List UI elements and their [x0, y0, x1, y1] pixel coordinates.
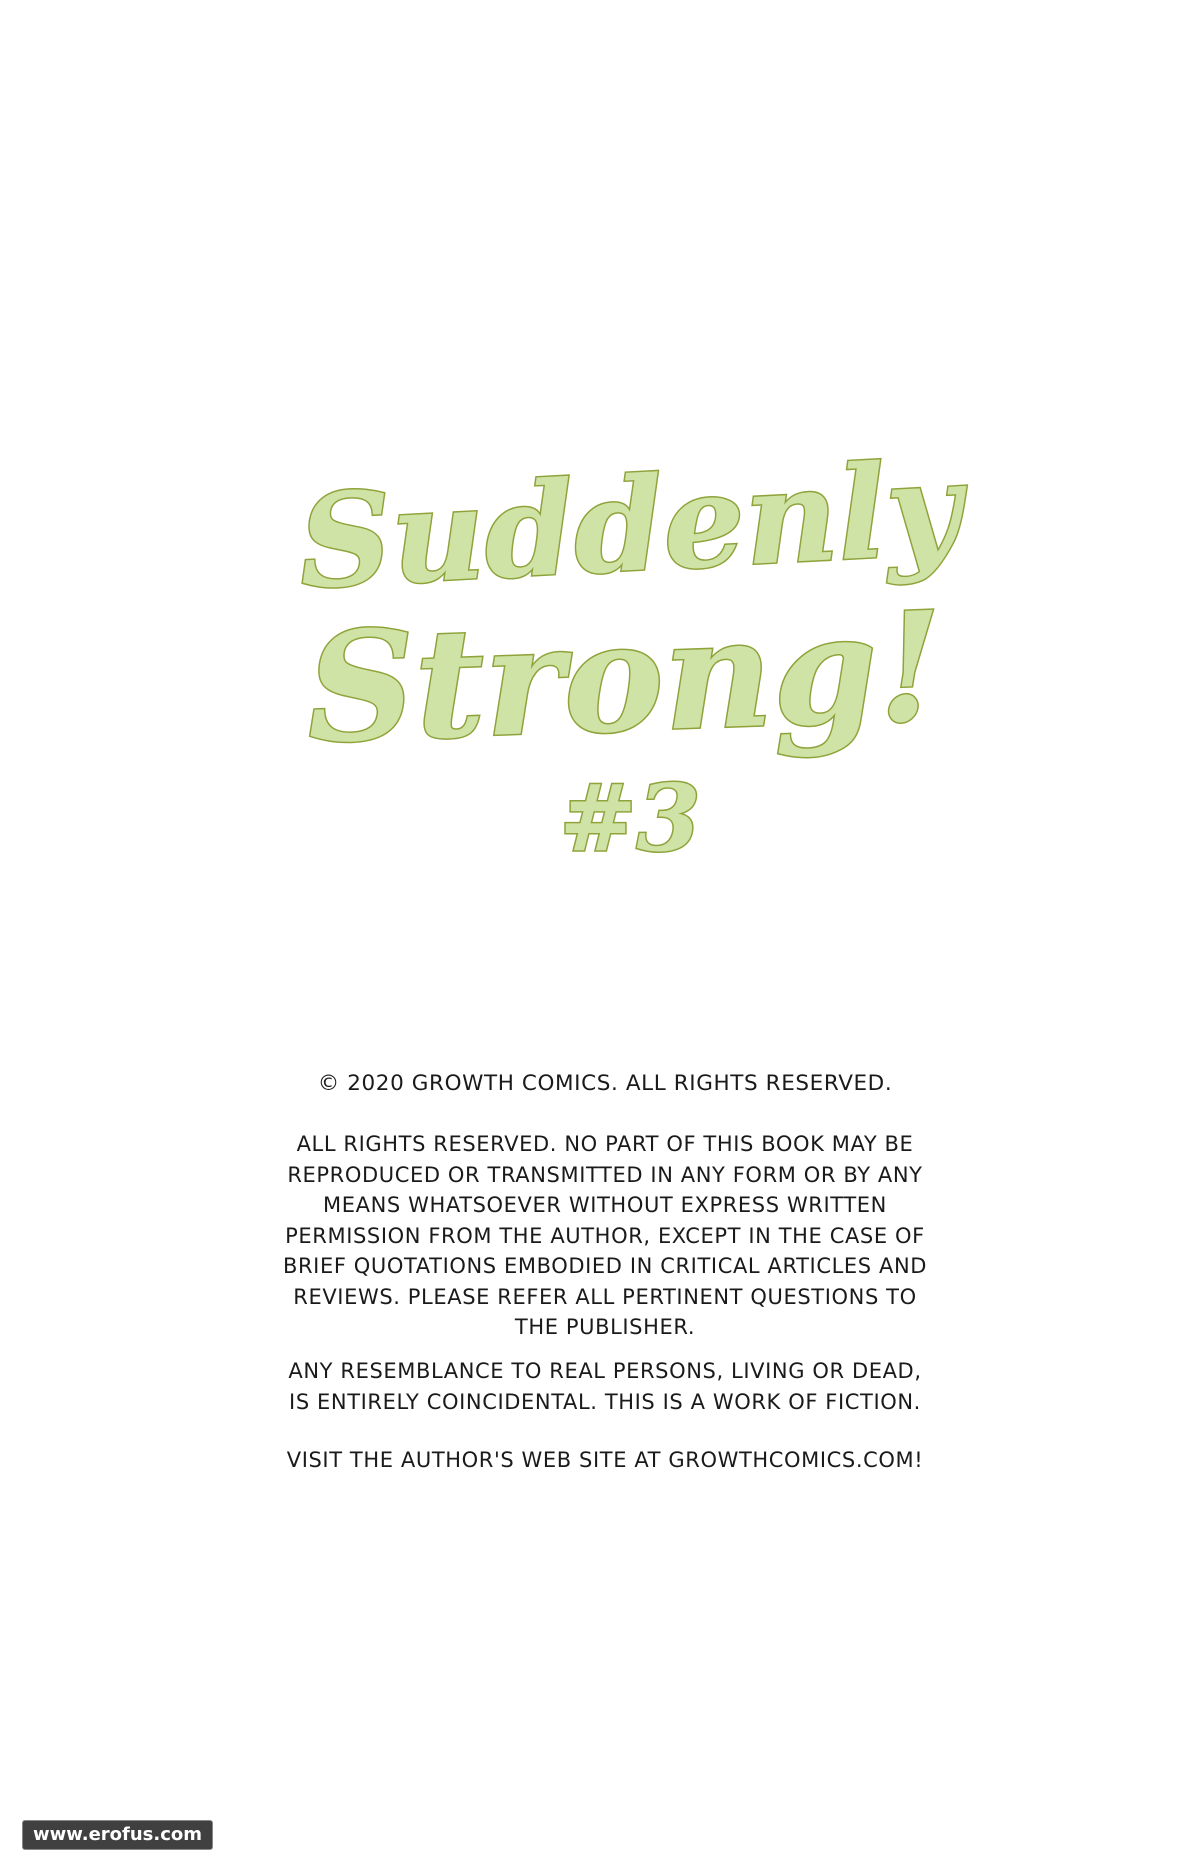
title-line-1: Suddenly [295, 433, 965, 619]
comic-title-logo [0, 430, 1200, 890]
issue-number: #3 [559, 764, 701, 872]
copyright-notice: © 2020 GROWTH COMICS. ALL RIGHTS RESERVED. [317, 1071, 893, 1096]
fiction-disclaimer: ANY RESEMBLANCE TO REAL PERSONS, LIVING OR DEAD, IS ENTIRELY COINCIDENTAL. THIS IS A WORK OF FICTION. [288, 1359, 922, 1414]
website-notice: VISIT THE AUTHOR'S WEB SITE AT GROWTHCOMICS.COM! [286, 1448, 924, 1472]
watermark-badge: www.erofus.com [22, 1820, 213, 1850]
title-line-2: Strong! [303, 578, 947, 778]
rights-reserved-paragraph: ALL RIGHTS RESERVED. NO PART OF THIS BOOK MAY BE REPRODUCED OR TRANSMITTED IN ANY FORM OR BY ANY MEANS WHATSOEVER WITHOUT EXPRESS WRITTEN PERMISSION FROM THE AUTHOR, EXCEPT IN THE CASE OF BRIEF QUOTATIONS EMBODIED IN CRITICAL ARTICLES AND REVIEWS. PLEASE REFER ALL PERTINENT QUESTIONS TO THE PUBLISHER. [282, 1132, 928, 1339]
